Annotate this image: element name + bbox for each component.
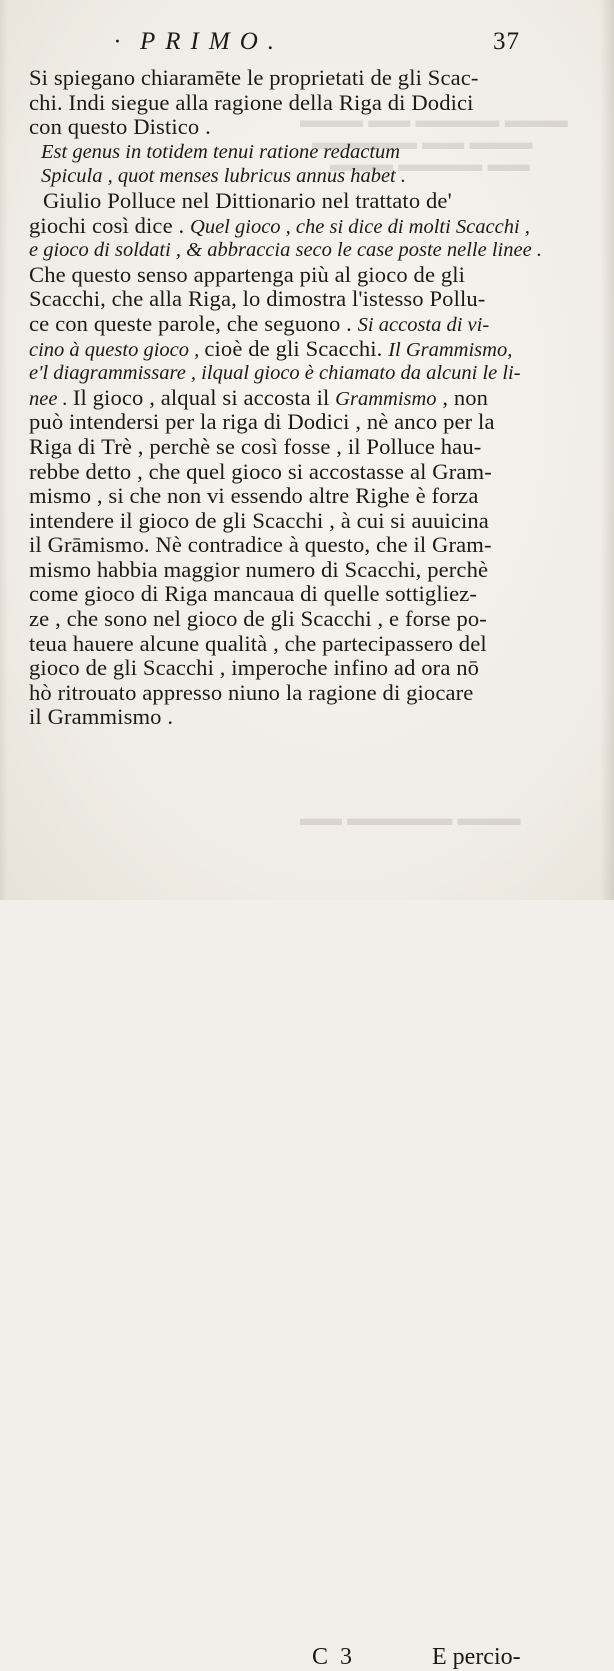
roman-text-segment: teua hauere alcune qualità , che partecipassero del [29,630,487,656]
text-line [29,238,549,263]
roman-text-segment: mismo , si che non vi essendo altre Righe è forza [29,483,479,509]
text-line [29,337,549,362]
roman-text-segment: giochi così dice . [29,212,191,238]
italic-text-segment: Il Grammismo, [388,338,513,361]
roman-text-segment: Riga di Trè , perchè se così fosse , il Polluce hau- [29,433,482,459]
text-line [29,558,549,583]
italic-text-segment: Est genus in totidem tenui ratione redactum [41,140,401,163]
italic-text-segment: Si accosta di vi- [357,313,490,336]
catchword: E percio- [432,1644,521,1670]
roman-text-segment: può intendersi per la riga di Dodici , nè anco per la [29,409,495,435]
text-line [29,263,549,288]
roman-text-segment: il Grammismo . [29,704,174,730]
show-through-bleed: ▬▬▬ ▬▬▬▬ ▬▬ [330,152,530,176]
text-line [29,66,549,91]
roman-text-segment: ce con queste parole, che seguono . [29,310,358,336]
text-line [29,312,549,337]
text-line [29,435,549,460]
text-line [29,189,549,214]
show-through-bleed: ▬▬ ▬▬▬▬▬ ▬▬▬ [300,806,521,830]
text-line [29,410,549,435]
italic-text-segment: Spicula , quot menses lubricus annus habet . [41,165,406,188]
text-line [29,607,549,632]
roman-text-segment: il Grāmismo. Nè contradice à questo, che il Gram- [29,532,492,558]
show-through-bleed: ▬▬▬ ▬▬ ▬▬▬▬ ▬▬▬ [300,108,568,132]
text-line [29,91,549,116]
signature-mark: C 3 [312,1644,356,1670]
italic-text-segment: Grammismo [335,387,437,410]
roman-text-segment: mismo habbia maggior numero di Scacchi, perchè [29,556,489,582]
roman-text-segment: chi. Indi siegue alla ragione della Riga di Dodici [29,89,474,115]
running-head-ornament: · [114,30,121,55]
text-line [29,287,549,312]
text-line [29,582,549,607]
page-edge-shadow-left [0,0,8,900]
roman-text-segment: Che questo senso appartenga più al gioco de gli [29,261,466,287]
roman-text-segment: con questo Distico . [29,114,211,140]
roman-text-segment: Giulio Polluce nel Dittionario nel trattato de' [43,187,452,213]
roman-text-segment: Il gioco , alqual si accosta il [72,384,336,410]
text-line [29,386,549,411]
body-text [29,66,549,730]
roman-text-segment: intendere il gioco de gli Scacchi , à cui si auuicina [29,507,489,533]
italic-text-segment: e'l diagrammissare , ilqual gioco è chiamato da alcuni le li- [29,362,521,385]
page-number: 37 [493,28,520,55]
italic-text-segment: e gioco di soldati , & abbraccia seco le case poste nelle linee . [29,239,542,262]
text-line [29,484,549,509]
italic-text-segment: Quel gioco , che si dice di molti Scacchi , [190,215,530,238]
roman-text-segment: , non [436,384,489,410]
roman-text-segment: Si spiegano chiaramēte le proprietati de gli Scac- [29,65,479,90]
running-head: PRIMO. [140,28,284,55]
italic-text-segment: nee . [29,387,73,410]
italic-text-segment: cino à questo gioco , [29,338,205,361]
roman-text-segment: hò ritrouato appresso niuno la ragione di giocare [29,679,474,705]
text-line [29,214,549,239]
text-line [29,361,549,386]
text-line [29,140,549,165]
text-line [29,460,549,485]
show-through-bleed: ▬▬▬▬▬ ▬▬ ▬▬▬ [312,130,533,154]
roman-text-segment: ze , che sono nel gioco de gli Scacchi , e forse po- [29,606,487,632]
text-line [29,533,549,558]
text-line [29,705,549,730]
text-line [29,656,549,681]
roman-text-segment: come gioco di Riga mancaua di quelle sottigliez- [29,581,478,607]
text-line [29,681,549,706]
text-line [29,115,549,140]
roman-text-segment: Scacchi, che alla Riga, lo dimostra l'istesso Pollu- [29,286,486,312]
text-line [29,632,549,657]
roman-text-segment: gioco de gli Scacchi , imperoche infino ad ora nō [29,655,480,681]
roman-text-segment: cioè de gli Scacchi. [204,335,389,361]
roman-text-segment: rebbe detto , che quel gioco si accostasse al Gram- [29,458,492,484]
text-line [29,164,549,189]
text-line [29,509,549,534]
page-edge-shadow-right [600,0,614,900]
